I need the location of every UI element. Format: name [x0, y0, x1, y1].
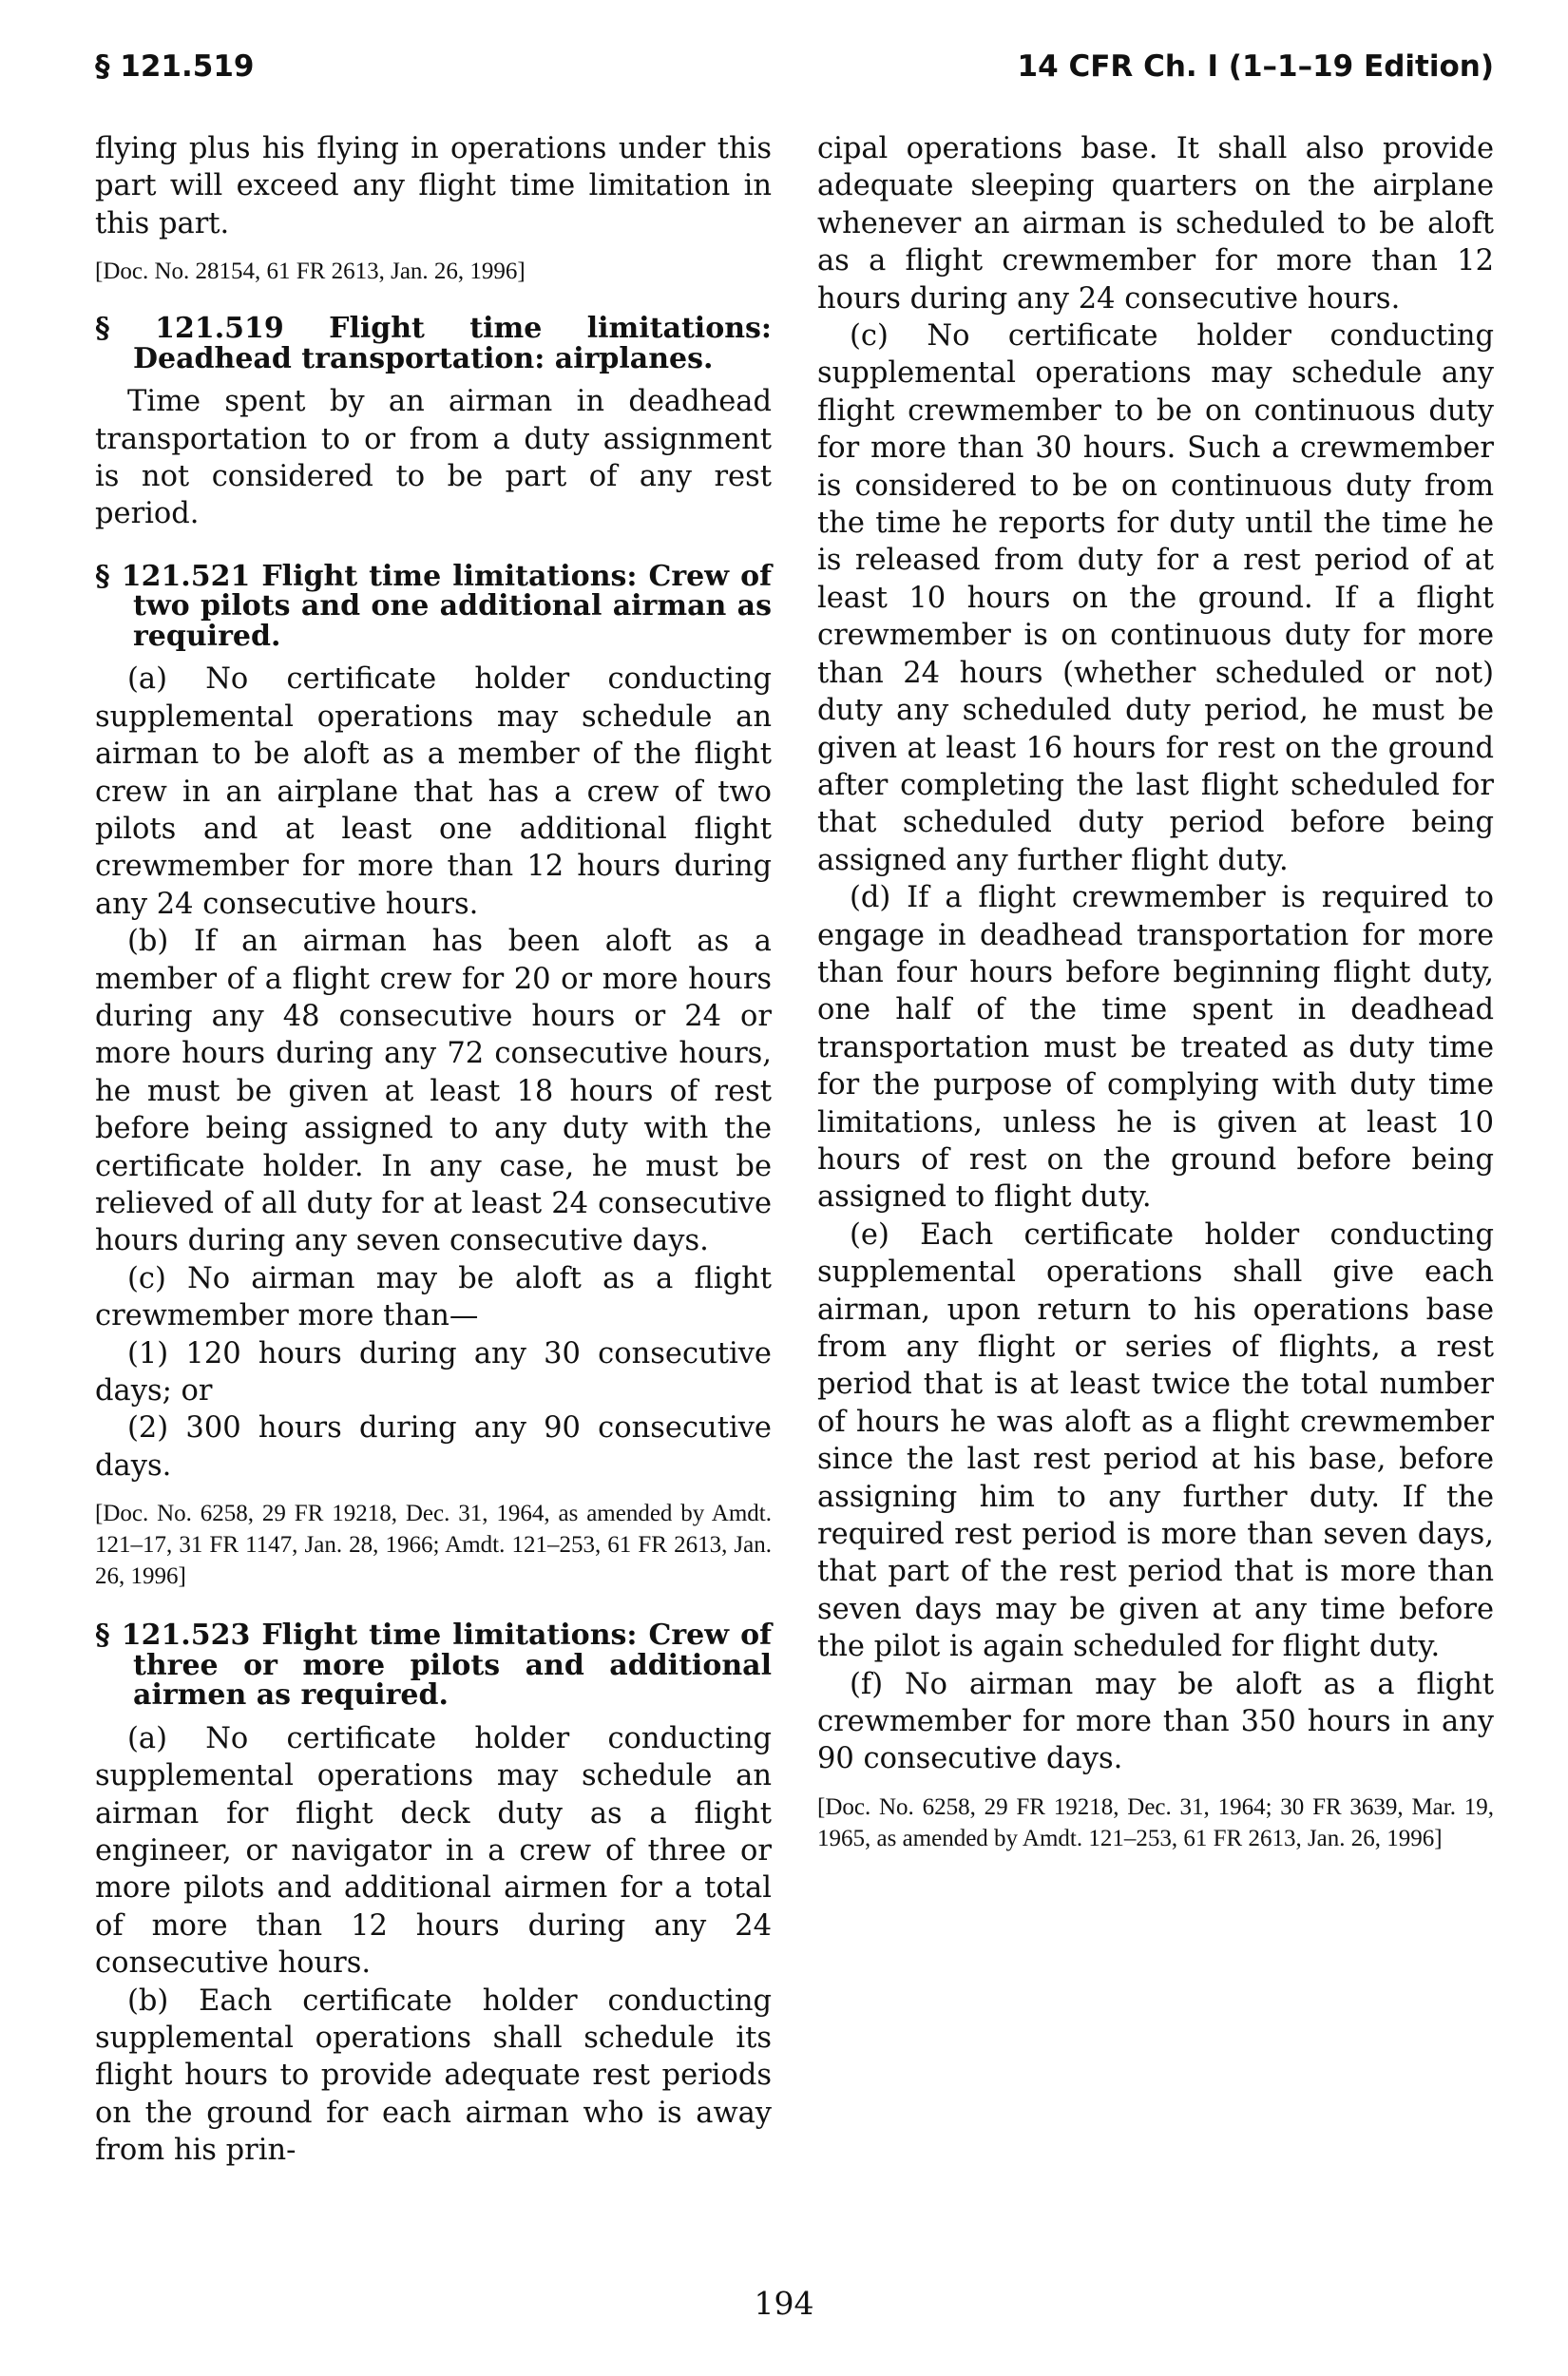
page-header [95, 49, 1494, 97]
right-column [817, 130, 1494, 1854]
continued-paragraph: flying plus his flying in operations under this part will exceed any flight time limitation in this part. [95, 132, 772, 240]
running-edition-title: 14 CFR Ch. I (1–1–19 Edition) [1017, 49, 1494, 84]
citation: [Doc. No. 6258, 29 FR 19218, Dec. 31, 1964, as amended by Amdt. 121–17, 31 FR 1147, Jan. 28, 1966; Amdt. 121–253, 61 FR 2613, Jan. 26, 1996] [95, 1501, 772, 1590]
paragraph-e: (e) Each certificate holder conducting supplemental operations shall give each airman, upon return to his operations base from any flight or series of flights, a rest period that is at least twice the total number of hours he was aloft as a flight crewmember since the last rest period at his base, before assigning him to any further duty. If the required rest period is more than seven days, that part of the rest period that is more than seven days may be given at any time before the pilot is again scheduled for flight duty. [817, 1217, 1494, 1664]
section-paragraph: Time spent by an airman in deadhead transportation to or from a duty assignment is not considered to be part of any rest period. [95, 385, 772, 531]
continued-paragraph: cipal operations base. It shall also provide adequate sleeping quarters on the airplane whenever an airman is scheduled to be aloft as a flight crewmember for more than 12 hours during any 24 consecutive hours. [817, 132, 1494, 316]
paragraph-b: (b) Each certificate holder conducting supplemental operations shall schedule its flight hours to provide adequate rest periods on the ground for each airman who is away from his prin- [95, 1983, 772, 2168]
paragraph-c-1: (1) 120 hours during any 30 consecutive days; or [95, 1336, 772, 1408]
paragraph-c: (c) No airman may be aloft as a flight crewmember more than— [95, 1261, 772, 1333]
paragraph-b: (b) If an airman has been aloft as a member of a flight crew for 20 or more hours during any 48 consecutive hours or 24 or more hours during any 72 consecutive hours, he must be given at least 18 hours of rest before being assigned to any duty with the certificate holder. In any case, he must be relieved of all duty for at least 24 consecutive hours during any seven consecutive days. [95, 925, 772, 1258]
paragraph-a: (a) No certificate holder conducting supplemental operations may schedule an airman for flight deck duty as a flight engineer, or navigator in a crew of three or more pilots and additional airmen for a total of more than 12 hours during any 24 consecutive hours. [95, 1721, 772, 1981]
page-number: 194 [754, 2285, 814, 2322]
citation: [Doc. No. 6258, 29 FR 19218, Dec. 31, 1964; 30 FR 3639, Mar. 19, 1965, as amended by Amdt. 121–253, 61 FR 2613, Jan. 26, 1996] [817, 1793, 1494, 1851]
section-heading-121-523: § 121.523 Flight time limitations: Crew of three or more pilots and additional airmen as required. [95, 1619, 772, 1713]
left-column [95, 130, 772, 2170]
section-heading-121-519: § 121.519 Flight time limitations: Deadhead transportation: airplanes. [95, 312, 772, 375]
paragraph-c: (c) No certificate holder conducting supplemental operations may schedule any flight crewmember to be on continuous duty for more than 30 hours. Such a crewmember is considered to be on continuous duty from the time he reports for duty until the time he is released from duty for a rest period of at least 10 hours on the ground. If a flight crewmember is on continuous duty for more than 24 hours (whether scheduled or not) duty any scheduled duty period, he must be given at least 16 hours for rest on the ground after completing the last flight scheduled for that scheduled duty period before being assigned any further flight duty. [817, 319, 1494, 877]
paragraph-a: (a) No certificate holder conducting supplemental operations may schedule an airman to be aloft as a member of the flight crew in an airplane that has a crew of two pilots and at least one additional flight crewmember for more than 12 hours during any 24 consecutive hours. [95, 662, 772, 921]
citation: [Doc. No. 28154, 61 FR 2613, Jan. 26, 1996] [95, 259, 526, 285]
paragraph-f: (f) No airman may be aloft as a flight crewmember for more than 350 hours in any 90 consecutive days. [817, 1667, 1494, 1776]
paragraph-c-2: (2) 300 hours during any 90 consecutive days. [95, 1411, 772, 1483]
paragraph-d: (d) If a flight crewmember is required to engage in deadhead transportation for more than four hours before beginning flight duty, one half of the time spent in deadhead transportation must be treated as duty time for the purpose of complying with duty time limitations, unless he is given at least 10 hours of rest on the ground before being assigned to flight duty. [817, 881, 1494, 1215]
running-section-number: § 121.519 [95, 49, 255, 84]
section-heading-121-521: § 121.521 Flight time limitations: Crew of two pilots and one additional airman as required. [95, 559, 772, 653]
